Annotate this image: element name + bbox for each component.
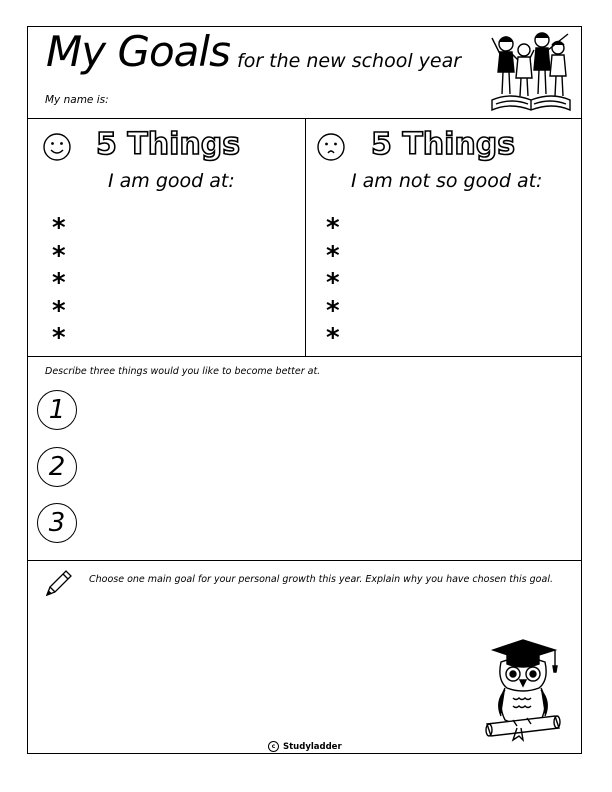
- kids-on-book-icon: [488, 30, 574, 114]
- good-bullet-list: [52, 215, 66, 353]
- worried-face-icon: [316, 132, 346, 162]
- copyright-icon: c: [268, 741, 279, 752]
- footer-brand: [268, 741, 342, 752]
- divider: [28, 356, 581, 357]
- good-heading: 5 Things: [96, 127, 241, 162]
- list-item: *: [52, 213, 66, 243]
- main-goal-prompt: Choose one main goal for your personal growth this year. Explain why you have chosen this goal.: [89, 574, 553, 585]
- page-title: My Goals: [46, 27, 230, 76]
- number-circle-2: 2: [37, 447, 77, 487]
- not-good-subheading: I am not so good at:: [351, 170, 543, 192]
- list-item: *: [52, 323, 66, 353]
- list-item: *: [326, 240, 340, 271]
- name-label: My name is:: [45, 94, 109, 106]
- brand-name: Studyladder: [283, 742, 342, 752]
- divider: [28, 560, 581, 561]
- column-divider: [305, 118, 306, 356]
- list-item: *: [52, 268, 66, 298]
- number-circle-3: 3: [37, 503, 77, 543]
- better-prompt: Describe three things would you like to become better at.: [45, 366, 321, 377]
- list-item: *: [326, 213, 340, 243]
- list-item: *: [326, 268, 340, 298]
- not-good-heading: 5 Things: [371, 127, 516, 162]
- page-subtitle: for the new school year: [237, 50, 462, 72]
- number-circle-1: 1: [37, 390, 77, 430]
- list-item: *: [326, 295, 340, 326]
- pencil-icon: [41, 567, 75, 601]
- good-subheading: I am good at:: [108, 170, 235, 192]
- list-item: *: [52, 240, 66, 271]
- list-item: *: [52, 295, 66, 326]
- worksheet: [27, 26, 582, 754]
- graduate-owl-icon: [483, 632, 563, 742]
- not-good-bullet-list: [326, 215, 340, 353]
- list-item: *: [326, 323, 340, 353]
- smiley-face-icon: [42, 132, 72, 162]
